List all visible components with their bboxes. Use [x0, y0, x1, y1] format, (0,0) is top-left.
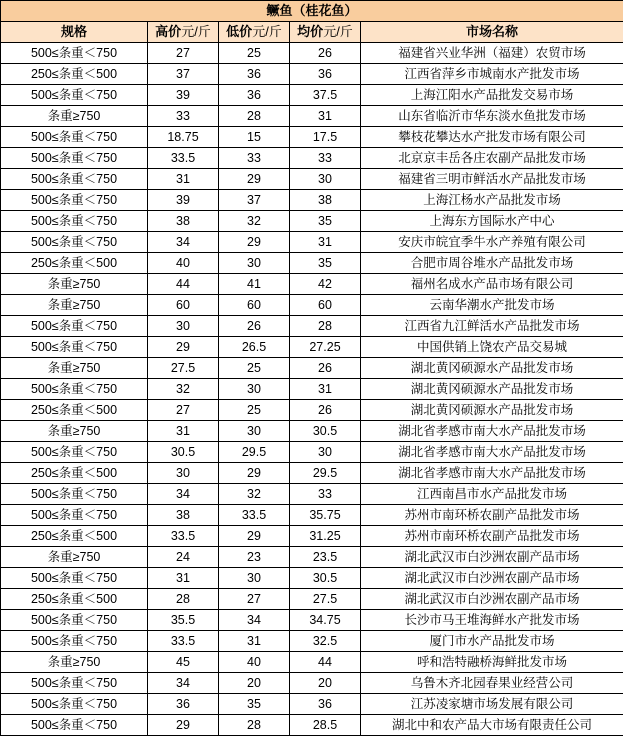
cell-spec: 500≤条重＜750: [1, 85, 148, 106]
cell-spec: 500≤条重＜750: [1, 337, 148, 358]
cell-low: 41: [219, 274, 290, 295]
cell-avg: 17.5: [290, 127, 361, 148]
cell-market: 福建省三明市鲜活水产品批发市场: [361, 169, 623, 190]
cell-spec: 500≤条重＜750: [1, 316, 148, 337]
cell-low: 32: [219, 484, 290, 505]
cell-avg: 34.75: [290, 610, 361, 631]
header-high: [148, 22, 219, 43]
cell-avg: 26: [290, 358, 361, 379]
cell-low: 27: [219, 589, 290, 610]
cell-low: 29: [219, 232, 290, 253]
cell-low: 26.5: [219, 337, 290, 358]
table-row: [1, 253, 623, 274]
cell-spec: 条重≥750: [1, 106, 148, 127]
cell-market: 北京京丰岳各庄农副产品批发市场: [361, 148, 623, 169]
cell-low: 15: [219, 127, 290, 148]
cell-spec: 500≤条重＜750: [1, 190, 148, 211]
cell-low: 60: [219, 295, 290, 316]
header-avg-unit: 元/斤: [323, 24, 353, 39]
title-row: [1, 1, 623, 22]
cell-market: 湖北武汉市白沙洲农副产品市场: [361, 547, 623, 568]
table-row: [1, 694, 623, 715]
cell-avg: 23.5: [290, 547, 361, 568]
cell-low: 30: [219, 421, 290, 442]
cell-low: 30: [219, 568, 290, 589]
table-body: [1, 43, 623, 736]
table-row: [1, 652, 623, 673]
cell-low: 29: [219, 463, 290, 484]
table-row: [1, 610, 623, 631]
table-row: [1, 379, 623, 400]
cell-spec: 500≤条重＜750: [1, 379, 148, 400]
cell-avg: 31: [290, 106, 361, 127]
cell-avg: 29.5: [290, 463, 361, 484]
cell-avg: 33: [290, 484, 361, 505]
header-high-unit: 元/斤: [181, 24, 211, 39]
cell-avg: 35.75: [290, 505, 361, 526]
cell-market: 湖北省孝感市南大水产品批发市场: [361, 463, 623, 484]
cell-market: 福州名成水产品市场有限公司: [361, 274, 623, 295]
cell-low: 36: [219, 85, 290, 106]
table-row: [1, 400, 623, 421]
table-title: 鳜鱼（桂花鱼）: [1, 1, 623, 22]
cell-low: 29.5: [219, 442, 290, 463]
cell-low: 29: [219, 169, 290, 190]
cell-high: 30.5: [148, 442, 219, 463]
cell-low: 34: [219, 610, 290, 631]
cell-low: 25: [219, 358, 290, 379]
cell-avg: 35: [290, 211, 361, 232]
cell-low: 25: [219, 400, 290, 421]
cell-spec: 500≤条重＜750: [1, 232, 148, 253]
cell-market: 上海江阳水产品批发交易市场: [361, 85, 623, 106]
cell-high: 34: [148, 673, 219, 694]
cell-market: 云南华潮水产批发市场: [361, 295, 623, 316]
cell-market: 苏州市南环桥农副产品批发市场: [361, 505, 623, 526]
table-row: [1, 106, 623, 127]
cell-high: 34: [148, 232, 219, 253]
cell-market: 江苏凌家塘市场发展有限公司: [361, 694, 623, 715]
cell-spec: 500≤条重＜750: [1, 610, 148, 631]
cell-high: 39: [148, 85, 219, 106]
table-row: [1, 274, 623, 295]
table-row: [1, 148, 623, 169]
cell-low: 29: [219, 526, 290, 547]
table-row: [1, 127, 623, 148]
cell-avg: 27.5: [290, 589, 361, 610]
cell-avg: 28.5: [290, 715, 361, 736]
cell-high: 27.5: [148, 358, 219, 379]
cell-avg: 33: [290, 148, 361, 169]
cell-high: 27: [148, 400, 219, 421]
cell-spec: 250≤条重＜500: [1, 463, 148, 484]
cell-high: 27: [148, 43, 219, 64]
cell-spec: 500≤条重＜750: [1, 673, 148, 694]
cell-avg: 36: [290, 64, 361, 85]
cell-spec: 250≤条重＜500: [1, 64, 148, 85]
header-spec: 规格: [1, 22, 148, 43]
cell-high: 32: [148, 379, 219, 400]
cell-high: 38: [148, 505, 219, 526]
cell-market: 福建省兴业华洲（福建）农贸市场: [361, 43, 623, 64]
table-row: [1, 715, 623, 736]
cell-high: 44: [148, 274, 219, 295]
cell-high: 33.5: [148, 148, 219, 169]
cell-spec: 500≤条重＜750: [1, 169, 148, 190]
cell-spec: 条重≥750: [1, 652, 148, 673]
table-row: [1, 169, 623, 190]
cell-low: 30: [219, 253, 290, 274]
cell-avg: 30.5: [290, 568, 361, 589]
cell-spec: 250≤条重＜500: [1, 589, 148, 610]
cell-spec: 250≤条重＜500: [1, 253, 148, 274]
cell-high: 33.5: [148, 526, 219, 547]
table-row: [1, 673, 623, 694]
cell-low: 20: [219, 673, 290, 694]
cell-high: 30: [148, 316, 219, 337]
cell-market: 湖北武汉市白沙洲农副产品市场: [361, 589, 623, 610]
cell-spec: 条重≥750: [1, 295, 148, 316]
cell-low: 30: [219, 379, 290, 400]
cell-market: 中国供销上饶农产品交易城: [361, 337, 623, 358]
cell-market: 合肥市周谷堆水产品批发市场: [361, 253, 623, 274]
table-row: [1, 631, 623, 652]
cell-low: 31: [219, 631, 290, 652]
cell-high: 35.5: [148, 610, 219, 631]
cell-market: 江西南昌市水产品批发市场: [361, 484, 623, 505]
cell-spec: 500≤条重＜750: [1, 211, 148, 232]
cell-spec: 条重≥750: [1, 421, 148, 442]
cell-market: 乌鲁木齐北园春果业经营公司: [361, 673, 623, 694]
cell-spec: 500≤条重＜750: [1, 127, 148, 148]
cell-avg: 60: [290, 295, 361, 316]
cell-high: 30: [148, 463, 219, 484]
table-row: [1, 295, 623, 316]
cell-avg: 30: [290, 442, 361, 463]
table-row: [1, 463, 623, 484]
table-row: [1, 358, 623, 379]
cell-low: 33: [219, 148, 290, 169]
cell-spec: 500≤条重＜750: [1, 631, 148, 652]
cell-market: 湖北黄冈硕源水产品批发市场: [361, 379, 623, 400]
cell-low: 40: [219, 652, 290, 673]
cell-high: 33: [148, 106, 219, 127]
cell-spec: 500≤条重＜750: [1, 484, 148, 505]
cell-avg: 32.5: [290, 631, 361, 652]
header-market: 市场名称: [361, 22, 623, 43]
cell-spec: 500≤条重＜750: [1, 715, 148, 736]
cell-high: 29: [148, 337, 219, 358]
table-row: [1, 64, 623, 85]
header-low-label: 低价: [226, 24, 253, 39]
cell-market: 安庆市皖宜季牛水产养殖有限公司: [361, 232, 623, 253]
cell-low: 36: [219, 64, 290, 85]
cell-high: 31: [148, 568, 219, 589]
cell-market: 山东省临沂市华东淡水鱼批发市场: [361, 106, 623, 127]
table-row: [1, 526, 623, 547]
cell-high: 18.75: [148, 127, 219, 148]
cell-market: 上海江杨水产品批发市场: [361, 190, 623, 211]
cell-avg: 36: [290, 694, 361, 715]
cell-avg: 27.25: [290, 337, 361, 358]
cell-spec: 500≤条重＜750: [1, 568, 148, 589]
header-avg-label: 均价: [297, 24, 324, 39]
cell-market: 上海东方国际水产中心: [361, 211, 623, 232]
table-row: [1, 85, 623, 106]
table-row: [1, 211, 623, 232]
cell-spec: 条重≥750: [1, 358, 148, 379]
cell-avg: 44: [290, 652, 361, 673]
cell-market: 攀枝花攀达水产批发市场有限公司: [361, 127, 623, 148]
cell-high: 29: [148, 715, 219, 736]
cell-market: 长沙市马王堆海鲜水产批发市场: [361, 610, 623, 631]
cell-market: 湖北中和农产品大市场有限责任公司: [361, 715, 623, 736]
cell-high: 60: [148, 295, 219, 316]
cell-high: 38: [148, 211, 219, 232]
cell-high: 45: [148, 652, 219, 673]
cell-low: 32: [219, 211, 290, 232]
cell-spec: 500≤条重＜750: [1, 442, 148, 463]
cell-avg: 28: [290, 316, 361, 337]
cell-avg: 42: [290, 274, 361, 295]
table-row: [1, 232, 623, 253]
cell-market: 江西省萍乡市城南水产批发市场: [361, 64, 623, 85]
cell-market: 湖北省孝感市南大水产品批发市场: [361, 442, 623, 463]
cell-high: 24: [148, 547, 219, 568]
table-row: [1, 442, 623, 463]
cell-high: 39: [148, 190, 219, 211]
cell-avg: 35: [290, 253, 361, 274]
cell-high: 40: [148, 253, 219, 274]
table-row: [1, 547, 623, 568]
header-low: [219, 22, 290, 43]
cell-spec: 500≤条重＜750: [1, 694, 148, 715]
cell-avg: 31: [290, 232, 361, 253]
cell-low: 26: [219, 316, 290, 337]
cell-market: 湖北省孝感市南大水产品批发市场: [361, 421, 623, 442]
cell-avg: 31: [290, 379, 361, 400]
cell-spec: 条重≥750: [1, 274, 148, 295]
table-row: [1, 337, 623, 358]
cell-market: 江西省九江鲜活水产品批发市场: [361, 316, 623, 337]
cell-high: 31: [148, 421, 219, 442]
cell-spec: 250≤条重＜500: [1, 526, 148, 547]
cell-avg: 30.5: [290, 421, 361, 442]
cell-spec: 500≤条重＜750: [1, 148, 148, 169]
cell-low: 28: [219, 106, 290, 127]
cell-market: 湖北武汉市白沙洲农副产品市场: [361, 568, 623, 589]
cell-avg: 31.25: [290, 526, 361, 547]
cell-high: 37: [148, 64, 219, 85]
header-low-unit: 元/斤: [252, 24, 282, 39]
table-row: [1, 43, 623, 64]
cell-low: 28: [219, 715, 290, 736]
cell-market: 苏州市南环桥农副产品批发市场: [361, 526, 623, 547]
header-high-label: 高价: [155, 24, 182, 39]
cell-low: 33.5: [219, 505, 290, 526]
header-avg: [290, 22, 361, 43]
cell-low: 23: [219, 547, 290, 568]
cell-market: 厦门市水产品批发市场: [361, 631, 623, 652]
cell-spec: 条重≥750: [1, 547, 148, 568]
table-row: [1, 316, 623, 337]
cell-market: 湖北黄冈硕源水产品批发市场: [361, 400, 623, 421]
cell-high: 34: [148, 484, 219, 505]
table-row: [1, 421, 623, 442]
table-row: [1, 589, 623, 610]
cell-high: 33.5: [148, 631, 219, 652]
cell-spec: 500≤条重＜750: [1, 505, 148, 526]
header-row: [1, 22, 623, 43]
table-row: [1, 505, 623, 526]
table-row: [1, 568, 623, 589]
cell-low: 35: [219, 694, 290, 715]
cell-high: 31: [148, 169, 219, 190]
cell-avg: 37.5: [290, 85, 361, 106]
cell-market: 呼和浩特融桥海鲜批发市场: [361, 652, 623, 673]
cell-market: 湖北黄冈硕源水产品批发市场: [361, 358, 623, 379]
cell-low: 37: [219, 190, 290, 211]
cell-low: 25: [219, 43, 290, 64]
cell-avg: 20: [290, 673, 361, 694]
table-row: [1, 190, 623, 211]
cell-high: 28: [148, 589, 219, 610]
cell-spec: 500≤条重＜750: [1, 43, 148, 64]
cell-spec: 250≤条重＜500: [1, 400, 148, 421]
cell-high: 36: [148, 694, 219, 715]
cell-avg: 26: [290, 43, 361, 64]
table-row: [1, 484, 623, 505]
cell-avg: 30: [290, 169, 361, 190]
cell-avg: 38: [290, 190, 361, 211]
cell-avg: 26: [290, 400, 361, 421]
